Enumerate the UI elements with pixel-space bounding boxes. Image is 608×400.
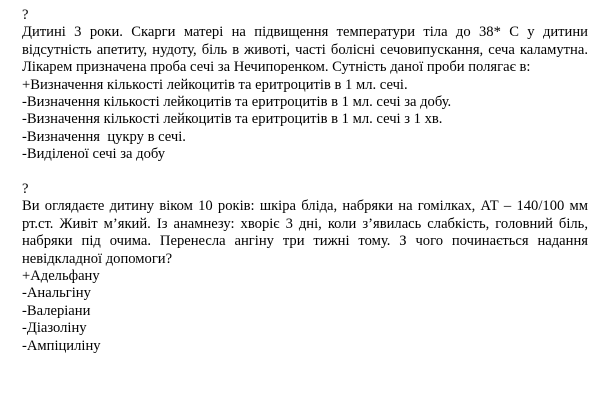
answer-option: -Виділеної сечі за добу [22, 146, 166, 163]
answer-option: -Ампіциліну [22, 337, 101, 354]
question-block-2 [22, 181, 588, 355]
question-marker: ? [22, 7, 29, 23]
question-text: Дитині 3 роки. Скарги матері на підвищення температури тіла до 38* С у дитини відсутність апетиту, нудоту, біль в животі, часті болісні сечовипускання, сеча каламутна. Лікарем призначена проба сечі за Нечипоренком. Сутність даної проби полягає в: [22, 24, 588, 76]
answer-option-correct: +Визначення кількості лейкоцитів та еритроцитів в 1 мл. сечі. [22, 76, 408, 93]
answer-option: -Визначення кількості лейкоцитів та еритроцитів в 1 мл. сечі за добу. [22, 94, 452, 110]
answer-option-correct: +Адельфану [22, 267, 100, 284]
answer-option: -Діазоліну [22, 320, 87, 337]
document-page [22, 7, 588, 355]
answer-option: -Анальгіну [22, 285, 91, 302]
answer-option: -Валеріани [22, 302, 91, 319]
answer-option: -Визначення цукру в сечі. [22, 128, 186, 145]
question-block-1 [22, 7, 588, 164]
blank-line [22, 164, 588, 181]
question-text: Ви оглядаєте дитину віком 10 років: шкіра бліда, набряки на гомілках, АТ – 140/100 мм рт.ст. Живіт м’який. Із анамнезу: хворіє 3 дні, коли з’явилась слабкість, головний біль, набряки під очима. Перенесла ангіну три тижні тому. З чого починається надання невідкладної допомоги? [22, 198, 588, 267]
question-marker: ? [22, 180, 29, 197]
answer-option: -Визначення кількості лейкоцитів та еритроцитів в 1 мл. сечі з 1 хв. [22, 111, 443, 128]
